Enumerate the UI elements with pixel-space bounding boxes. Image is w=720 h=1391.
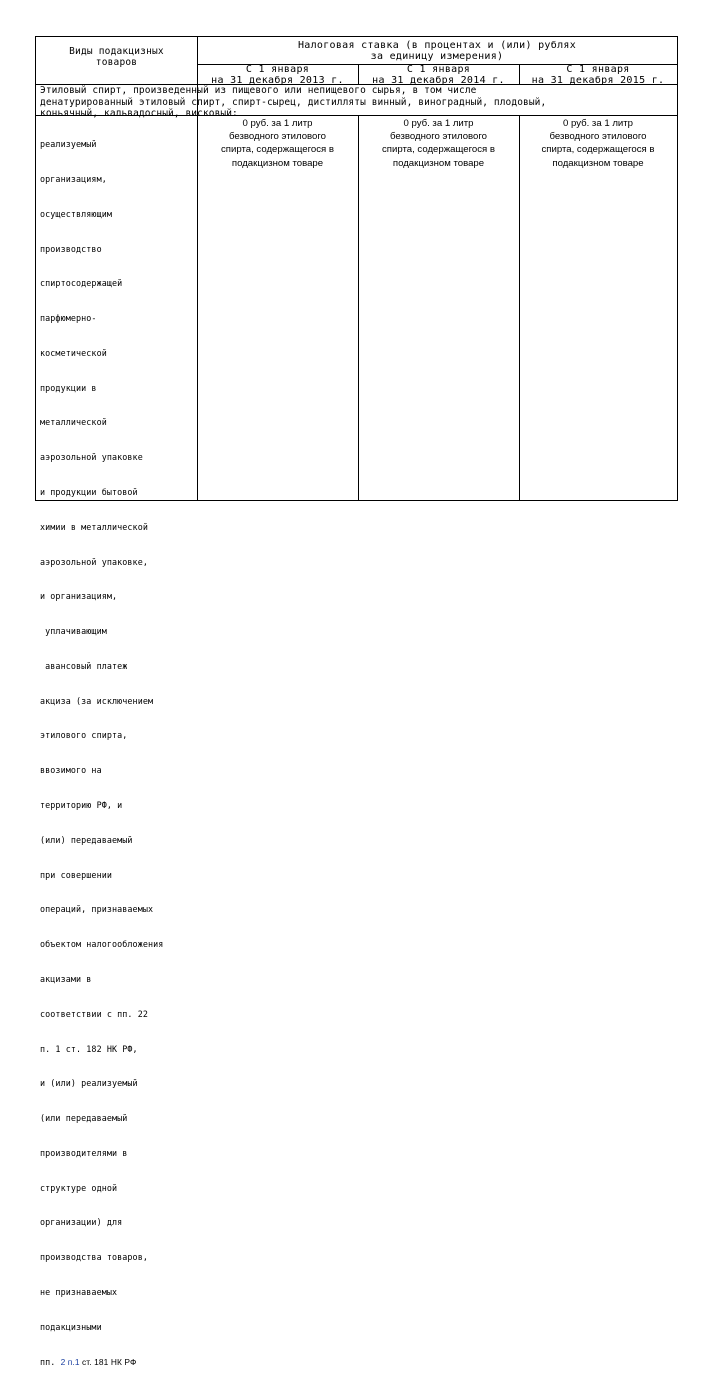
period-header-2014: С 1 января на 31 декабря 2014 г.	[372, 64, 505, 86]
rate-header-line-1: Налоговая ставка (в процентах и (или) рублях	[297, 40, 577, 51]
col-divider-2014-body	[358, 115, 359, 500]
rate-cell-2015: 0 руб. за 1 литр безводного этилового спирта, содержащегося в подакцизном товаре	[541, 118, 655, 169]
excise-rate-table	[35, 36, 678, 1367]
kind-header-line-1: Виды подакцизных	[69, 46, 164, 57]
legal-reference: пп. 2 п.1 ст. 181 НК РФ	[40, 1356, 137, 1367]
rate-cell-2013: 0 руб. за 1 литр безводного этилового спирта, содержащегося в подакцизном товаре	[221, 118, 334, 169]
rate-header-line-2: за единицу измерения)	[370, 51, 504, 62]
rate-column-header	[197, 40, 677, 62]
period-header-2015: С 1 января на 31 декабря 2015 г.	[531, 64, 665, 86]
kind-column-header	[36, 46, 197, 68]
period-header-2013: С 1 января на 31 декабря 2013 г.	[211, 64, 344, 86]
rate-cell-2014: 0 руб. за 1 литр безводного этилового спирта, содержащегося в подакцизном товаре	[382, 118, 495, 169]
ethyl-alcohol-span-row: Этиловый спирт, произведенный из пищевого или непищевого сырья, в том числе денатурированный этиловый спирт, спирт-сырец, дистилляты винный, виноградный, плодовый, коньячный, кальвадосный, висковый:	[40, 85, 547, 119]
col-divider-2015-body	[519, 115, 520, 500]
legal-reference-link[interactable]: 2 п.1	[60, 1356, 80, 1367]
kind-header-line-2: товаров	[95, 57, 138, 68]
product-description-cell: реализуемый организациям, осуществляющим производство спиртосодержащей парфюмерно- косметической продукции в металлической аэрозольной упаковке и продукции бытовой химии в металлической аэрозольной упаковке, и организациям, уплачивающим авансовый платеж акциза (за исключением этилового спирта, ввозимого на территорию РФ, и (или) передаваемый при совершении операций, признаваемых объектом налогообложения акцизами в соответствии с пп. 22 п. 1 ст. 182 НК РФ, и (или) реализуемый (или передаваемый производителями в структуре одной организации) для производства товаров, не признаваемых подакцизными пп. 2 п.1 ст. 181 НК РФ	[40, 116, 196, 1391]
